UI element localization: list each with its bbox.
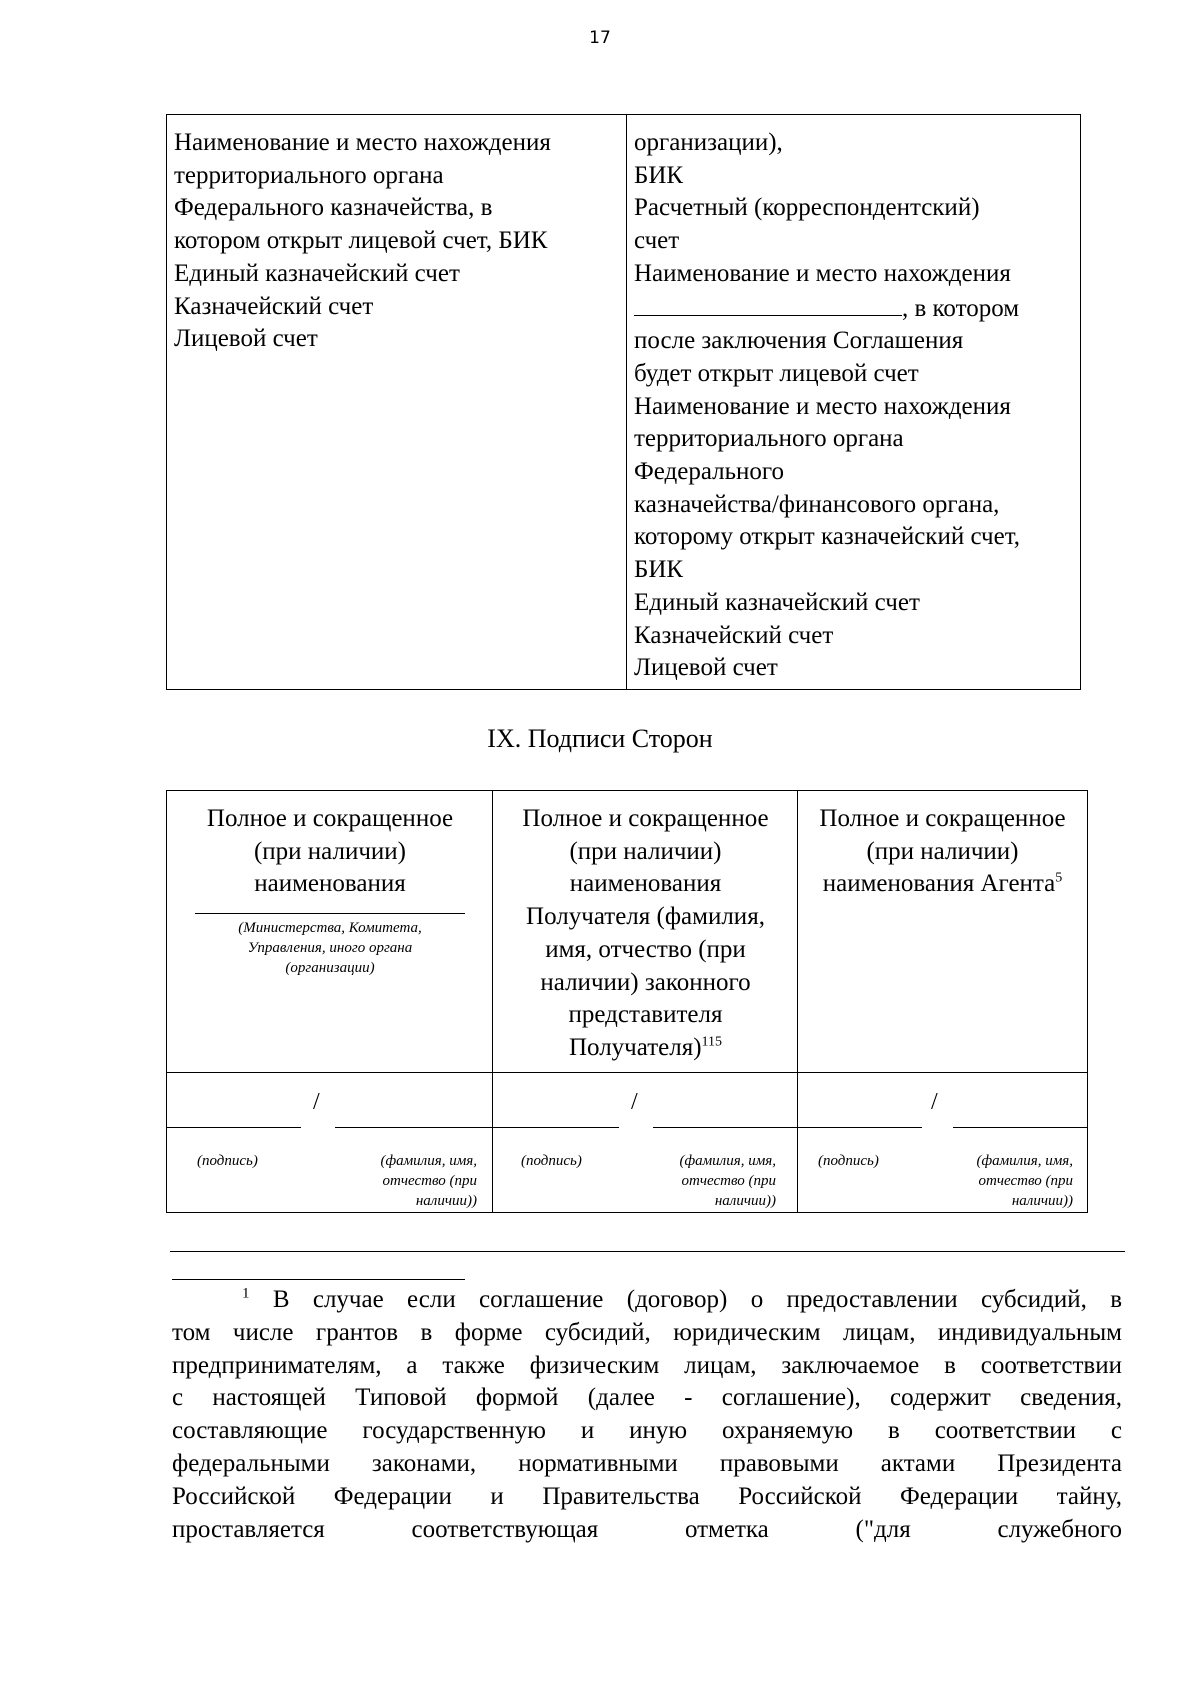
bank-right-line: организации), [634,129,783,156]
footnote [172,1284,1122,1546]
bank-right-line: Лицевой счет [634,654,778,682]
signatures-sign-row [167,1073,1087,1212]
bank-right-line: БИК [634,556,684,584]
bank-right-line: Расчетный (корреспондентский) [634,194,980,222]
slash: / [631,1089,638,1115]
bank-right-line: Единый казначейский счет [634,588,920,616]
name-line [953,1127,1087,1128]
bank-right-line: будет открыт лицевой счет [634,359,919,387]
ministry-name-underline [195,913,465,914]
name-caption-line: (фамилия, имя, [976,1153,1073,1169]
party-recipient-line: Получателя (фамилия, [526,903,765,931]
party-recipient-line: имя, отчество (при [545,935,746,963]
party-ministry-line: наименования [254,870,406,898]
bank-right-line: казначейства/финансового органа, [634,490,1000,518]
bank-right-line: которому открыт казначейский счет, [634,523,1021,551]
bank-left-line: Лицевой счет [174,325,318,353]
name-caption-line: (фамилия, имя, [380,1153,477,1169]
party-ministry-cell [167,791,493,1072]
footnote-line: федеральными законами, нормативными правовыми актами Президента [172,1449,1122,1477]
footnote-line: проставляется соответствующая отметка ("для служебного [172,1515,1122,1543]
party-recipient-line: наличии) законного [540,968,751,996]
blank-suffix: , в котором [902,294,1020,322]
name-caption [380,1151,477,1211]
footnote-line [172,1284,1122,1317]
bank-left-line: Наименование и место нахождения [174,129,551,156]
party-recipient-line: (при наличии) [569,837,722,865]
footnote-text: В случае если соглашение (договор) о предоставлении субсидий, в [272,1286,1122,1313]
horizontal-rule [170,1251,1125,1252]
bank-right-line: БИК [634,161,684,189]
slash: / [313,1089,320,1115]
party-recipient-cell [493,791,798,1072]
name-line [653,1127,798,1128]
party-agent-cell [798,791,1087,1072]
party-agent-line: (при наличии) [866,837,1019,865]
sign-block-agent [798,1073,1087,1212]
bank-right-line: Наименование и место нахождения [634,259,1011,287]
signatures-table [166,790,1088,1213]
sign-caption: (подпись) [197,1153,258,1169]
bank-right-line: Казначейский счет [634,621,834,649]
footnote-ref: 5 [1055,871,1063,887]
section-title: IX. Подписи Сторон [487,724,713,753]
party-recipient-last-line [493,1032,798,1065]
footnote-line: составляющие государственную и иную охраняемую в соответствии с [172,1417,1122,1445]
party-ministry-line: Полное и сокращенное [206,805,454,832]
sign-block-recipient [493,1073,798,1212]
footnote-ref: 115 [701,1034,723,1050]
bank-left-line: Федерального казначейства, в [174,194,493,222]
name-caption-line: отчество (при [382,1173,477,1189]
slash: / [931,1089,938,1115]
party-agent-line: Полное и сокращенное [819,805,1066,832]
bank-right-line: после заключения Соглашения [634,327,964,355]
bank-right-line: территориального органа [634,425,904,453]
party-recipient-line: Полное и сокращенное [522,805,769,832]
bank-details-left-cell [167,115,627,689]
party-ministry-line: (при наличии) [253,837,407,865]
footnote-line: с настоящей Типовой формой (далее - соглашение), содержит сведения, [172,1384,1122,1412]
signature-line [167,1127,301,1128]
bank-left-line: Казначейский счет [174,292,374,320]
bank-details-table [166,114,1081,690]
name-caption-line: отчество (при [978,1173,1073,1189]
party-recipient-line: представителя [568,1001,723,1029]
bank-left-line: Единый казначейский счет [174,259,460,287]
bank-left-line: территориального органа [174,161,444,189]
ministry-note-line: (Министерства, Комитета, [238,920,422,937]
bank-left-line: котором открыт лицевой счет, БИК [174,227,548,255]
name-line [335,1127,493,1128]
bank-details-right-cell [627,115,1080,689]
signatures-header-row [167,791,1087,1073]
sign-caption: (подпись) [521,1153,582,1169]
footnote-line: том числе грантов в форме субсидий, юридическим лицам, индивидуальным [172,1318,1122,1346]
blank-field-line [634,291,1074,326]
page-number: 17 [589,28,611,48]
bank-right-line: счет [634,227,680,255]
name-caption-line: наличии)) [714,1193,776,1209]
name-caption-line: наличии)) [1011,1193,1073,1209]
party-agent-line: наименования Агента [822,870,1056,898]
ministry-note-line: (организации) [285,960,375,977]
party-recipient-line: наименования [569,870,722,898]
footnote-separator [172,1279,465,1280]
name-caption [976,1151,1073,1211]
party-recipient-line: Получателя) [568,1033,702,1061]
signature-line [798,1127,922,1128]
blank-underline [634,291,902,316]
party-agent-last-line [798,868,1087,901]
ministry-note [167,918,493,978]
sign-block-ministry [167,1073,493,1212]
ministry-note-line: Управления, иного органа [247,940,413,957]
name-caption-line: отчество (при [681,1173,776,1189]
name-caption-line: наличии)) [415,1193,477,1209]
bank-right-line: Наименование и место нахождения [634,392,1011,420]
name-caption [679,1151,776,1211]
bank-right-line: Федерального [634,458,785,486]
footnote-line: Российской Федерации и Правительства Российской Федерации тайну, [172,1482,1122,1510]
sign-caption: (подпись) [818,1153,879,1169]
name-caption-line: (фамилия, имя, [679,1153,776,1169]
footnote-marker: 1 [242,1285,250,1302]
signature-line [493,1127,619,1128]
footnote-line: предпринимателям, а также физическим лицам, заключаемое в соответствии [172,1351,1122,1379]
